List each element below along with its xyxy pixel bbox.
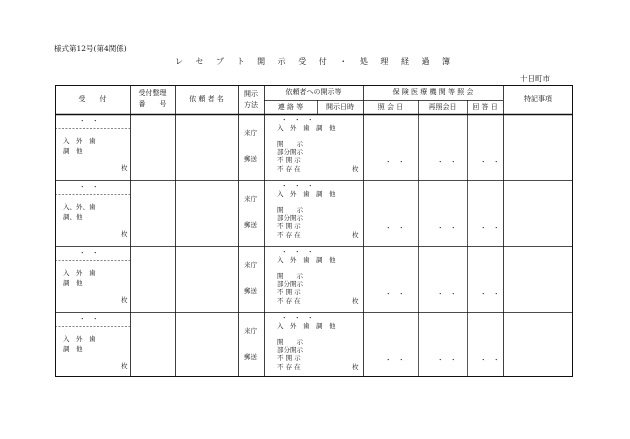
reinquiry-date: ・ ・: [437, 158, 457, 166]
inquiry-date: ・ ・: [385, 356, 405, 364]
municipality-name: 十日町市: [520, 74, 550, 83]
sheet-count-unit: 枚: [121, 230, 128, 238]
outcome-not-disclosed: 不 開 示: [277, 288, 301, 296]
receipt-type: 調 他: [63, 147, 83, 155]
header-inquiry-date: 照 会 日: [377, 103, 404, 111]
header-reinquiry-date: 再照会日: [428, 103, 457, 111]
method-visit: 来庁: [244, 129, 257, 137]
method-mail: 郵送: [244, 155, 257, 163]
method-mail: 郵送: [244, 287, 257, 295]
receipt-type: 入 外 歯: [63, 137, 96, 145]
outcome-disclosed: 開 示: [277, 140, 303, 148]
receipt-type: 入、外、歯: [63, 203, 96, 211]
outcome-sheet-unit: 枚: [352, 165, 359, 173]
reply-date: ・ ・: [480, 290, 500, 298]
contact-types: 入 外 歯 調 他: [277, 322, 336, 330]
sheet-count-unit: 枚: [121, 362, 128, 370]
contact-dots: ・ ・ ・: [281, 248, 314, 256]
outcome-not-disclosed: 不 開 示: [277, 354, 301, 362]
inquiry-date: ・ ・: [385, 290, 405, 298]
header-reply-date: 回 答 日: [472, 103, 498, 111]
method-visit: 来庁: [244, 261, 257, 269]
reply-date: ・ ・: [480, 158, 500, 166]
receipt-type: 入 外 歯: [63, 269, 96, 277]
header-receipt-number-line2: 番 号: [138, 100, 167, 108]
outcome-disclosed: 開 示: [277, 272, 303, 280]
header-receipt-number-line1: 受付整理: [138, 89, 167, 97]
reinquiry-date: ・ ・: [437, 224, 457, 232]
outcome-disclosed: 開 示: [277, 338, 303, 346]
header-disclosure-to-requester: 依頼者への開示等: [285, 88, 342, 96]
inquiry-date: ・ ・: [385, 158, 405, 166]
outcome-sheet-unit: 枚: [352, 297, 359, 305]
contact-dots: ・ ・ ・: [281, 116, 314, 124]
outcome-sheet-unit: 枚: [352, 363, 359, 371]
outcome-nonexistent: 不 存 在: [277, 231, 301, 239]
form-number: 様式第12号(第4関係): [54, 44, 127, 53]
method-mail: 郵送: [244, 221, 257, 229]
reinquiry-date: ・ ・: [437, 290, 457, 298]
contact-types: 入 外 歯 調 他: [277, 124, 336, 132]
method-visit: 来庁: [244, 327, 257, 335]
outcome-nonexistent: 不 存 在: [277, 165, 301, 173]
header-requester: 依 頼 者 名: [189, 95, 224, 103]
outcome-partial: 部分開示: [277, 280, 303, 288]
receipt-type: 調、他: [63, 213, 83, 221]
header-disclosure-datetime: 開示日時: [326, 103, 354, 111]
outcome-sheet-unit: 枚: [352, 231, 359, 239]
reply-date: ・ ・: [480, 224, 500, 232]
contact-dots: ・ ・ ・: [281, 182, 314, 190]
outcome-partial: 部分開示: [277, 148, 303, 156]
receipt-type: 調 他: [63, 279, 83, 287]
ledger-table: [55, 85, 573, 377]
receipt-date: ・ ・: [79, 183, 99, 191]
receipt-date: ・ ・: [79, 249, 99, 257]
receipt-date: ・ ・: [79, 315, 99, 323]
reply-date: ・ ・: [480, 356, 500, 364]
outcome-not-disclosed: 不 開 示: [277, 222, 301, 230]
header-insurer-inquiry: 保 険 医 療 機 関 等 照 会: [392, 88, 474, 96]
method-visit: 来庁: [244, 195, 257, 203]
outcome-partial: 部分開示: [277, 214, 303, 222]
header-receipt: 受 付: [78, 95, 107, 103]
method-mail: 郵送: [244, 353, 257, 361]
outcome-nonexistent: 不 存 在: [277, 297, 301, 305]
receipt-date: ・ ・: [79, 117, 99, 125]
inquiry-date: ・ ・: [385, 224, 405, 232]
sheet-count-unit: 枚: [121, 296, 128, 304]
outcome-disclosed: 開 示: [277, 206, 303, 214]
outcome-nonexistent: 不 存 在: [277, 363, 301, 371]
contact-types: 入 外 歯 調 他: [277, 190, 336, 198]
header-contact-date: 連 絡 等: [277, 103, 304, 111]
header-disclosure-method-line2: 方法: [244, 101, 258, 109]
receipt-type: 入 外 歯: [63, 335, 96, 343]
page-title: レ セ プ ト 開 示 受 付 ・ 処 理 経 過 簿: [174, 57, 456, 66]
contact-dots: ・ ・ ・: [281, 314, 314, 322]
outcome-partial: 部分開示: [277, 346, 303, 354]
outcome-not-disclosed: 不 開 示: [277, 156, 301, 164]
receipt-type: 調 他: [63, 345, 83, 353]
sheet-count-unit: 枚: [121, 164, 128, 172]
header-disclosure-method-line1: 開示: [244, 90, 258, 98]
contact-types: 入 外 歯 調 他: [277, 256, 336, 264]
reinquiry-date: ・ ・: [437, 356, 457, 364]
header-remarks: 特記事項: [524, 95, 552, 103]
